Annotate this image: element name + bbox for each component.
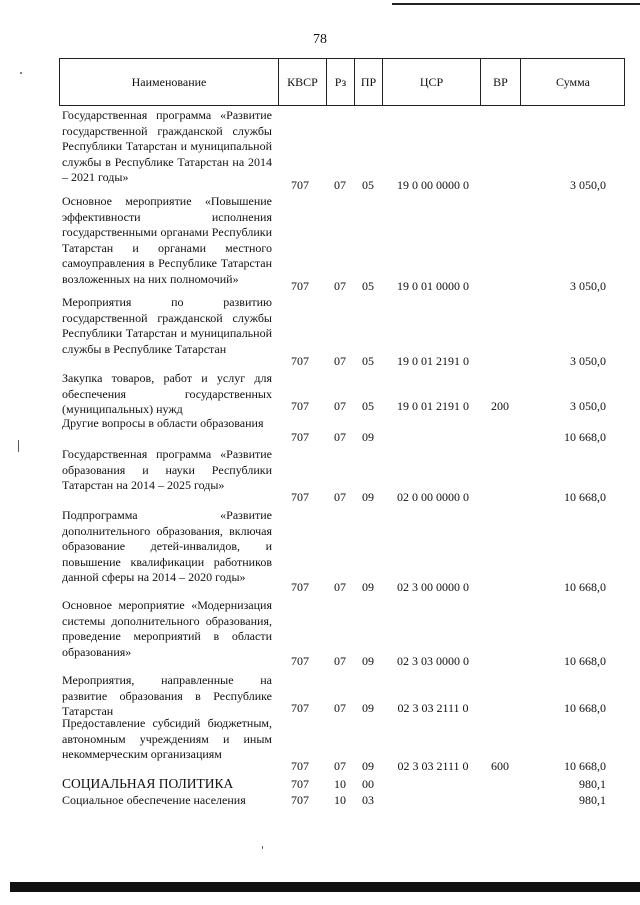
row-name: Закупка товаров, работ и услуг для обеспечения государственных (муниципальных) нужд bbox=[62, 371, 272, 416]
row-kvsr: 707 bbox=[291, 490, 309, 504]
scan-bottom-bar bbox=[10, 882, 640, 892]
row-rz: 07 bbox=[334, 490, 346, 504]
row-csr: 02 3 03 2111 0 bbox=[397, 759, 469, 773]
row-kvsr: 707 bbox=[291, 701, 309, 715]
row-csr: 19 0 01 2191 0 bbox=[397, 354, 469, 368]
column-header-vr: ВР bbox=[480, 58, 520, 106]
table-row bbox=[0, 416, 640, 446]
row-rz: 10 bbox=[334, 793, 346, 807]
column-header-kvsr: КВСР bbox=[278, 58, 326, 106]
column-header-pr: ПР bbox=[354, 58, 382, 106]
row-rz: 07 bbox=[334, 430, 346, 444]
row-sum: 10 668,0 bbox=[564, 430, 606, 444]
row-pr: 09 bbox=[362, 580, 374, 594]
row-kvsr: 707 bbox=[291, 793, 309, 807]
row-kvsr: 707 bbox=[291, 178, 309, 192]
row-sum: 3 050,0 bbox=[570, 354, 606, 368]
row-pr: 09 bbox=[362, 759, 374, 773]
row-pr: 05 bbox=[362, 279, 374, 293]
row-kvsr: 707 bbox=[291, 580, 309, 594]
row-pr: 05 bbox=[362, 178, 374, 192]
table-row bbox=[0, 108, 640, 198]
column-header-rz: Рз bbox=[326, 58, 354, 106]
table-row bbox=[0, 793, 640, 809]
row-name: Основное мероприятие «Повышение эффективности исполнения государственными органами Республики Татарстан и органами местного самоуправления в Республике Татарстан возложенных на них полномочий» bbox=[62, 194, 272, 286]
row-name: Основное мероприятие «Модернизация системы дополнительного образования, проведение мероприятий в области образования» bbox=[62, 598, 272, 659]
row-pr: 03 bbox=[362, 793, 374, 807]
row-sum: 10 668,0 bbox=[564, 580, 606, 594]
table-row bbox=[0, 295, 640, 370]
row-sum: 10 668,0 bbox=[564, 490, 606, 504]
column-header-sum: Сумма bbox=[520, 58, 625, 106]
scan-speck bbox=[20, 72, 22, 74]
table-row bbox=[0, 598, 640, 673]
row-kvsr: 707 bbox=[291, 759, 309, 773]
row-sum: 3 050,0 bbox=[570, 178, 606, 192]
row-name: Другие вопросы в области образования bbox=[62, 416, 264, 430]
row-vr: 200 bbox=[491, 399, 509, 413]
row-sum: 980,1 bbox=[579, 777, 606, 791]
table-row bbox=[0, 371, 640, 416]
row-rz: 07 bbox=[334, 354, 346, 368]
row-rz: 07 bbox=[334, 279, 346, 293]
row-kvsr: 707 bbox=[291, 430, 309, 444]
page-number: 78 bbox=[313, 32, 327, 47]
row-pr: 05 bbox=[362, 399, 374, 413]
row-kvsr: 707 bbox=[291, 654, 309, 668]
row-name: Мероприятия, направленные на развитие образования в Республике Татарстан bbox=[62, 673, 272, 718]
table-row bbox=[0, 508, 640, 598]
table-row bbox=[0, 194, 640, 294]
row-csr: 19 0 00 0000 0 bbox=[397, 178, 469, 192]
row-sum: 3 050,0 bbox=[570, 279, 606, 293]
row-name: Социальное обеспечение населения bbox=[62, 793, 246, 807]
row-sum: 10 668,0 bbox=[564, 759, 606, 773]
row-name: Предоставление субсидий бюджетным, автономным учреждениям и иным некоммерческим организациям bbox=[62, 716, 272, 761]
row-kvsr: 707 bbox=[291, 399, 309, 413]
row-sum: 980,1 bbox=[579, 793, 606, 807]
row-pr: 09 bbox=[362, 654, 374, 668]
scan-speck bbox=[18, 440, 19, 452]
table-row bbox=[0, 673, 640, 718]
row-rz: 07 bbox=[334, 580, 346, 594]
row-name: Государственная программа «Развитие государственной гражданской службы Республики Татарстан и муниципальной службы в Республике Татарстан на 2014 – 2021 годы» bbox=[62, 108, 272, 184]
column-header-csr: ЦСР bbox=[382, 58, 480, 106]
row-kvsr: 707 bbox=[291, 354, 309, 368]
table-row bbox=[0, 716, 640, 776]
row-kvsr: 707 bbox=[291, 279, 309, 293]
row-pr: 05 bbox=[362, 354, 374, 368]
table-row bbox=[0, 447, 640, 507]
row-rz: 07 bbox=[334, 701, 346, 715]
row-csr: 19 0 01 2191 0 bbox=[397, 399, 469, 413]
row-csr: 02 3 03 2111 0 bbox=[397, 701, 469, 715]
row-csr: 02 3 00 0000 0 bbox=[397, 580, 469, 594]
column-header-name: Наименование bbox=[131, 75, 207, 89]
row-pr: 09 bbox=[362, 490, 374, 504]
table-row bbox=[0, 776, 640, 794]
row-sum: 10 668,0 bbox=[564, 654, 606, 668]
top-rule bbox=[392, 3, 640, 5]
row-name: Подпрограмма «Развитие дополнительного образования, включая образование детей-инвалидов, и повышение квалификации работников данной сферы на 2014 – 2020 годы» bbox=[62, 508, 272, 584]
row-vr: 600 bbox=[491, 759, 509, 773]
row-rz: 07 bbox=[334, 759, 346, 773]
row-rz: 07 bbox=[334, 399, 346, 413]
row-pr: 00 bbox=[362, 777, 374, 791]
row-name: Государственная программа «Развитие образования и науки Республики Татарстан на 2014 – 2025 годы» bbox=[62, 447, 272, 492]
row-name: Мероприятия по развитию государственной гражданской службы Республики Татарстан и муниципальной службы в Республике Татарстан bbox=[62, 295, 272, 356]
row-csr: 02 0 00 0000 0 bbox=[397, 490, 469, 504]
row-name: СОЦИАЛЬНАЯ ПОЛИТИКА bbox=[62, 776, 234, 791]
row-csr: 02 3 03 0000 0 bbox=[397, 654, 469, 668]
row-rz: 10 bbox=[334, 777, 346, 791]
row-rz: 07 bbox=[334, 654, 346, 668]
row-sum: 10 668,0 bbox=[564, 701, 606, 715]
row-sum: 3 050,0 bbox=[570, 399, 606, 413]
row-pr: 09 bbox=[362, 701, 374, 715]
row-rz: 07 bbox=[334, 178, 346, 192]
row-kvsr: 707 bbox=[291, 777, 309, 791]
scan-speck bbox=[262, 846, 263, 849]
row-pr: 09 bbox=[362, 430, 374, 444]
row-csr: 19 0 01 0000 0 bbox=[397, 279, 469, 293]
